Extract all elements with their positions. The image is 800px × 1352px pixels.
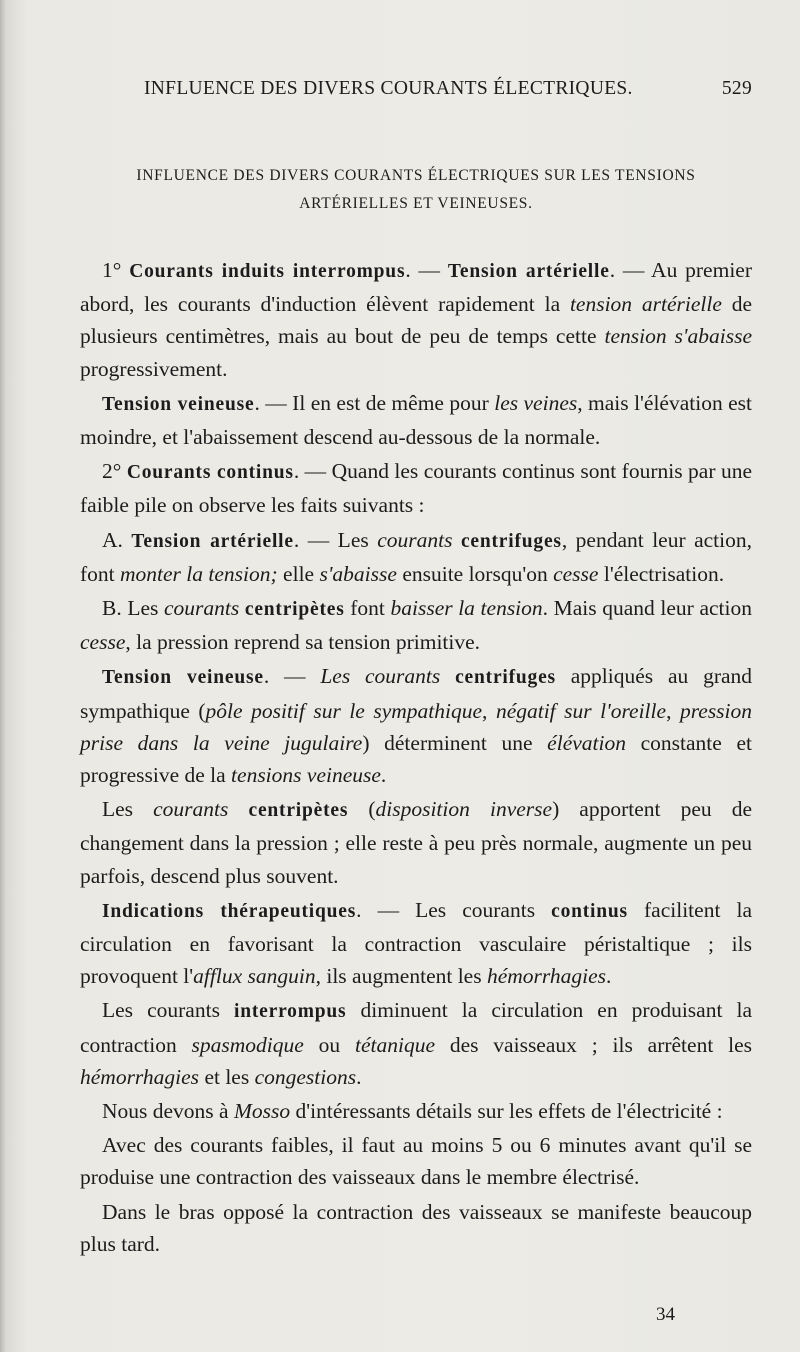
italic-run: courants bbox=[153, 797, 229, 822]
text-run: Nous devons à bbox=[102, 1099, 234, 1124]
italic-run: élévation bbox=[547, 730, 626, 755]
bold-run: centripètes bbox=[248, 800, 349, 822]
text-run: . — Les courants bbox=[356, 897, 552, 922]
text-run: Les bbox=[102, 797, 154, 822]
running-head-title: INFLUENCE DES DIVERS COURANTS ÉLECTRIQUES. bbox=[144, 78, 633, 99]
text-run: , bbox=[482, 698, 496, 723]
text-run: ( bbox=[348, 797, 376, 822]
text-run: Les courants bbox=[102, 998, 234, 1023]
signature-mark: 34 bbox=[656, 1304, 675, 1325]
italic-run: tensions veineuse bbox=[231, 763, 381, 788]
paragraph bbox=[80, 1095, 752, 1127]
italic-run: cesse bbox=[80, 630, 126, 655]
paragraph bbox=[80, 994, 752, 1093]
bold-run: centripètes bbox=[244, 599, 345, 621]
bold-run: centrifuges bbox=[460, 530, 562, 552]
text-run: diminuent la circulation en produisant la contraction bbox=[80, 998, 752, 1057]
bold-run: Courants induits interrompus bbox=[129, 261, 406, 282]
italic-run: afflux sanguin bbox=[193, 964, 316, 989]
italic-run: cesse bbox=[553, 561, 599, 586]
paragraph bbox=[80, 660, 752, 791]
bold-run: continus bbox=[551, 900, 628, 922]
section-title-line-1: INFLUENCE DES DIVERS COURANTS ÉLECTRIQUES SUR LES TENSIONS bbox=[136, 167, 696, 184]
italic-run: monter la tension; bbox=[120, 561, 278, 586]
paragraph bbox=[80, 524, 752, 590]
text-run: . bbox=[356, 1064, 362, 1089]
section-title-line-2: ARTÉRIELLES ET VEINEUSES. bbox=[299, 195, 533, 212]
paragraph bbox=[80, 793, 752, 892]
text-run: . — Il en est de même pour bbox=[254, 390, 495, 415]
text-run bbox=[228, 797, 248, 821]
bold-run: interrompus bbox=[234, 1001, 347, 1023]
text-run: l'électrisation. bbox=[598, 561, 725, 586]
text-run bbox=[452, 528, 460, 552]
italic-run: tension artérielle bbox=[569, 292, 722, 317]
italic-run: courants bbox=[163, 596, 240, 621]
italic-run: tension s'abaisse bbox=[604, 324, 753, 349]
text-run bbox=[440, 664, 455, 688]
bold-run: Tension veineuse bbox=[102, 667, 264, 689]
text-run: . bbox=[606, 964, 612, 989]
italic-run: s'abaisse bbox=[319, 561, 397, 586]
italic-run: congestions bbox=[254, 1064, 357, 1089]
bold-run: Tension artérielle bbox=[447, 261, 610, 282]
text-run: A. bbox=[102, 527, 132, 552]
paragraph bbox=[80, 894, 752, 993]
text-run: elle bbox=[277, 561, 320, 586]
italic-run: tétanique bbox=[354, 1032, 435, 1057]
italic-run: baisser la tension bbox=[390, 596, 543, 621]
paragraph bbox=[80, 592, 752, 658]
text-run: ensuite lorsqu'on bbox=[396, 561, 554, 586]
italic-run: Mosso bbox=[233, 1099, 291, 1124]
text-run: des vaisseaux ; ils arrêtent les bbox=[435, 1032, 753, 1057]
text-run: , bbox=[666, 698, 680, 723]
text-run: . — bbox=[405, 258, 448, 282]
italic-run: hémorrhagies bbox=[80, 1064, 200, 1089]
text-run: 1° bbox=[102, 258, 130, 282]
italic-run: spasmodique bbox=[191, 1032, 304, 1057]
paragraph bbox=[80, 1196, 752, 1260]
text-run: et les bbox=[199, 1064, 255, 1089]
text-run: . — Au premier abord, les courants d'induction élèvent rapidement la bbox=[80, 258, 752, 317]
paragraph bbox=[80, 254, 752, 385]
bold-run: centrifuges bbox=[455, 667, 556, 689]
text-run: . — Quand les courants continus sont fournis par une faible pile on observe les faits suivants : bbox=[80, 459, 752, 518]
text-run: progressivement. bbox=[80, 356, 228, 381]
text-run: Avec des courants faibles, il faut au moins 5 ou 6 minutes avant qu'il se produise une contraction des vaisseaux dans le membre électrisé. bbox=[80, 1133, 752, 1190]
page-number: 529 bbox=[721, 78, 752, 99]
text-run: ) déterminent une bbox=[362, 730, 548, 755]
text-run: facilitent la circulation en favorisant la contraction vasculaire péristaltique ; ils provoquent l' bbox=[80, 897, 752, 989]
italic-run: pôle positif sur le sympathique bbox=[205, 698, 483, 723]
text-run: . bbox=[380, 763, 387, 788]
italic-run: hémorrhagies bbox=[486, 964, 607, 989]
bold-run: Courants continus bbox=[126, 462, 294, 484]
text-run: ou bbox=[303, 1032, 355, 1057]
text-run: Dans le bras opposé la contraction des vaisseaux se manifeste beaucoup plus tard. bbox=[80, 1199, 752, 1256]
text-run: . — bbox=[263, 664, 321, 689]
text-run: font bbox=[344, 596, 391, 621]
paragraph bbox=[80, 455, 752, 521]
text-run: d'intéressants détails sur les effets de l'électricité : bbox=[290, 1099, 723, 1124]
text-run: , la pression reprend sa tension primitive. bbox=[125, 630, 481, 655]
italic-run: Les courants bbox=[320, 664, 441, 689]
paragraph bbox=[80, 387, 752, 453]
italic-run: négatif sur l'oreille bbox=[495, 698, 667, 723]
bold-run: Tension artérielle bbox=[131, 530, 294, 552]
text-run: , ils augmentent les bbox=[315, 964, 487, 989]
text-run: B. Les bbox=[102, 596, 164, 621]
italic-run: les veines bbox=[494, 390, 578, 415]
bold-run: Indications thérapeutiques bbox=[102, 900, 357, 922]
text-run: 2° bbox=[102, 459, 127, 484]
italic-run: pression prise dans la veine jugulaire bbox=[80, 698, 753, 755]
text-run: . — Les bbox=[293, 527, 378, 552]
body-text bbox=[80, 254, 752, 1260]
italic-run: disposition inverse bbox=[375, 797, 553, 822]
section-title bbox=[80, 162, 752, 218]
bold-run: Tension veineuse bbox=[102, 393, 255, 415]
text-run: , mais l'élévation est moindre, et l'abaissement descend au-dessous de la normale. bbox=[80, 390, 753, 450]
text-run: de plusieurs centimètres, mais au bout de peu de temps cette bbox=[80, 292, 752, 349]
paragraph bbox=[80, 1129, 752, 1193]
italic-run: courants bbox=[377, 527, 453, 552]
text-run: appliqués au grand sympathique ( bbox=[80, 664, 753, 723]
text-run: , pendant leur action, font bbox=[80, 527, 753, 586]
text-run: constante et progressive de la bbox=[80, 730, 752, 788]
text-run: . Mais quand leur action bbox=[542, 596, 752, 621]
text-run: ) apportent peu de changement dans la pression ; elle reste à peu près normale, augmente un peu parfois, descend plus souvent. bbox=[80, 797, 753, 888]
